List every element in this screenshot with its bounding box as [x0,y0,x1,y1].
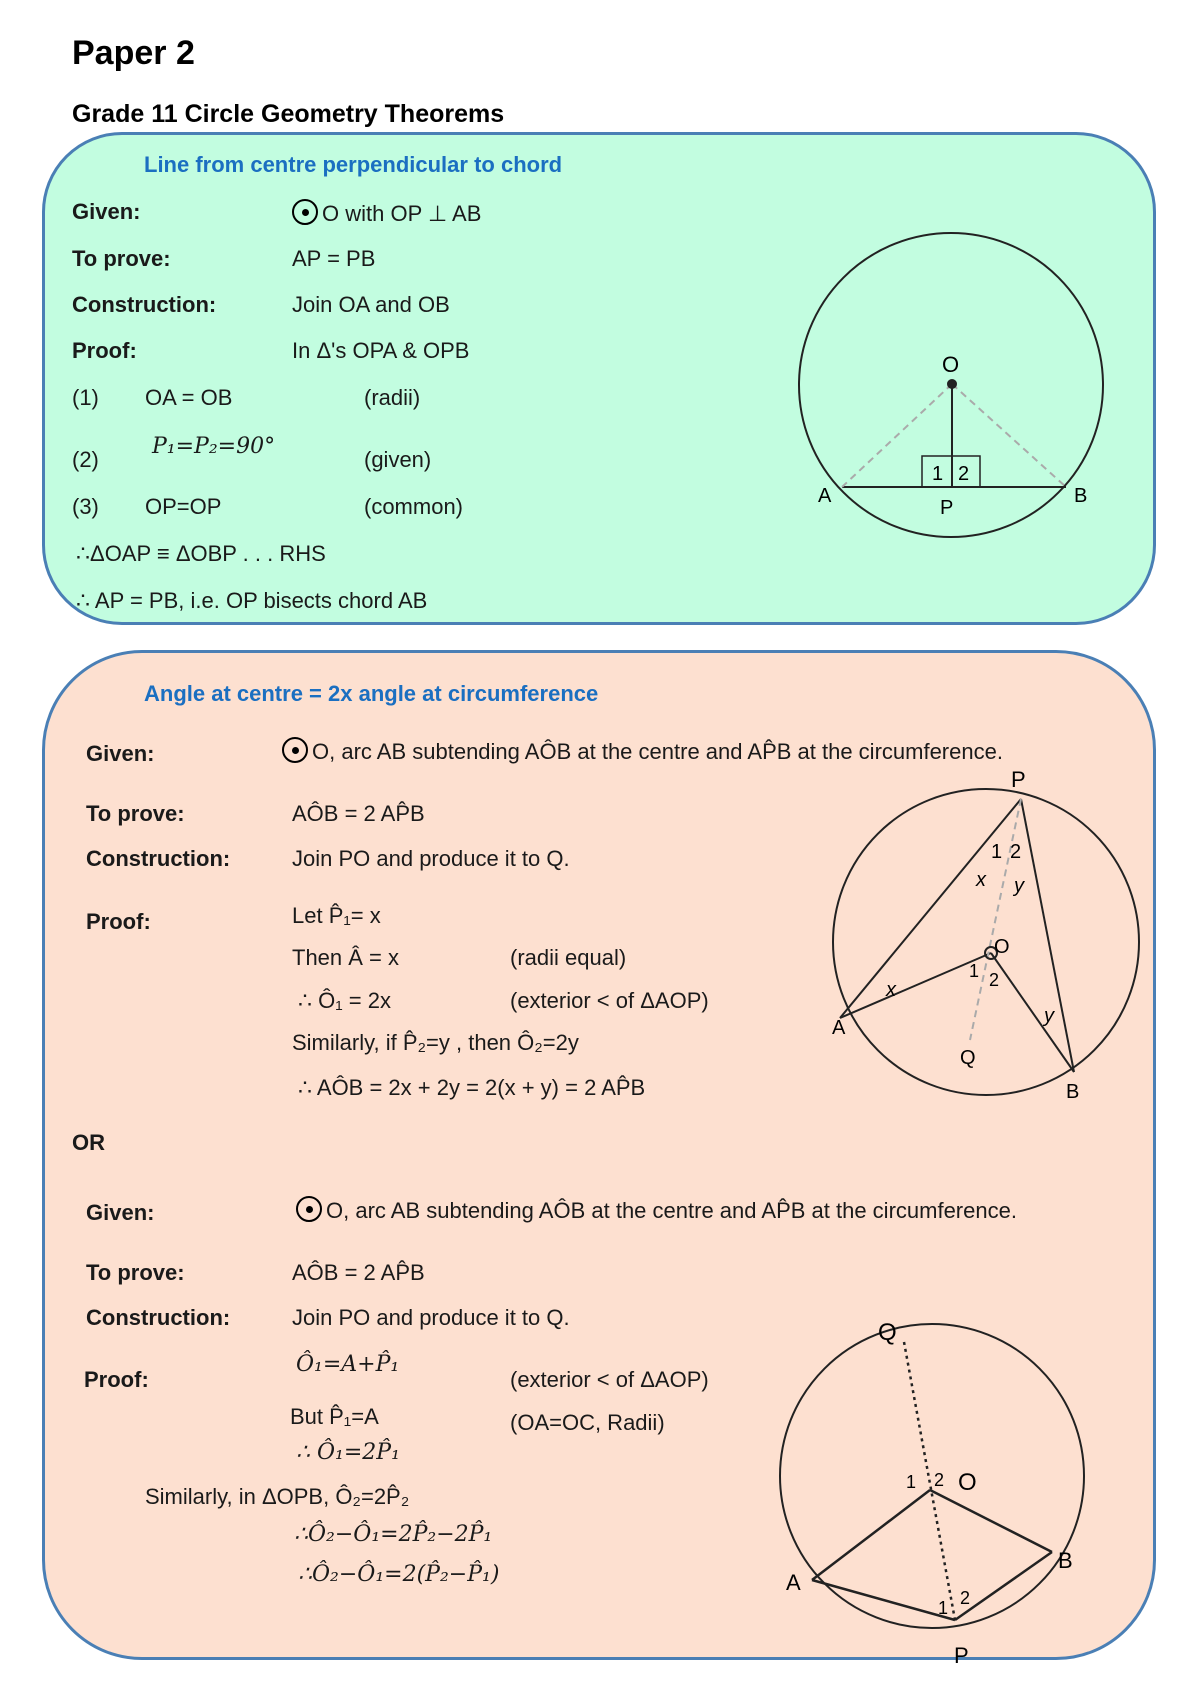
t2-proof-reason: (radii equal) [510,945,627,970]
t2-prove-label: To prove: [86,801,185,826]
angle-label-2: 2 [960,1588,971,1608]
t1-step-reason: (common) [364,494,464,519]
t2b-proof-reason: (exterior < of ΔAOP) [510,1367,709,1392]
t2-prove-text: AÔB = 2 AP̂B [292,801,425,826]
t2b-proof-line: Similarly, in ΔOPB, Ô₂=2P̂₂ [145,1484,410,1509]
t2-given-label: Given: [86,741,155,766]
label-B: B [1058,1548,1073,1573]
document-title: Grade 11 Circle Geometry Theorems [72,100,505,128]
t2b-prove-label: To prove: [86,1260,185,1285]
t1-proof-text: In Δ's OPA & OPB [292,338,470,363]
t1-construction-label: Construction: [72,292,217,317]
paper-title: Paper 2 [72,34,195,72]
t2b-given-label: Given: [86,1200,155,1225]
label-B: B [1066,1081,1080,1103]
t2b-given-text: O, arc AB subtending AÔB at the centre and AP̂B at the circumference. [296,1196,1017,1224]
t1-step-stmt: OA = OB [145,385,233,410]
angle-label-x: x [886,979,896,1001]
t1-conclusion: ∴ AP = PB, i.e. OP bisects chord AB [76,588,428,613]
angle-label-1: 1 [938,1598,949,1618]
t1-proof-label: Proof: [72,338,137,363]
t2-construction-text: Join PO and produce it to Q. [292,846,570,871]
t2-proof-line: Let P̂₁= x [292,903,381,928]
t2-given-text: O, arc AB subtending AÔB at the centre and AP̂B at the circumference. [282,737,1003,765]
t2b-proof-reason: (OA=OC, Radii) [510,1410,665,1435]
label-O: O [994,936,1010,958]
t2b-proof-line: ∴Ô₂−Ô₁=2(P̂₂−P̂₁) [298,1562,500,1587]
t1-step-num: (2) [72,447,99,472]
t1-step-stmt: P₁=P₂=90° [152,434,276,459]
t1-step-num: (1) [72,385,99,410]
angle-label-x: x [976,869,986,891]
t2b-prove-text: AÔB = 2 AP̂B [292,1260,425,1285]
angle-label-y: y [1044,1005,1054,1027]
t2b-proof-line: ∴Ô₂−Ô₁=2P̂₂−2P̂₁ [294,1522,493,1547]
t1-prove-label: To prove: [72,246,171,271]
t2-proof-label: Proof: [86,909,151,934]
t2b-proof-line: But P̂₁=A [290,1404,379,1429]
angle-label-y: y [1014,875,1024,897]
angle-label-2: 2 [1010,841,1022,863]
t2-proof-line: ∴ Ô₁ = 2x [298,988,391,1013]
label-A: A [832,1017,846,1039]
t2-proof-line: Similarly, if P̂₂=y , then Ô₂=2y [292,1030,579,1055]
t2b-construction-text: Join PO and produce it to Q. [292,1305,570,1330]
t2b-proof-line: ∴ Ô₁=2P̂₁ [296,1440,400,1465]
t2-proof-line: Then Â = x [292,945,400,970]
label-O: O [942,352,960,377]
angle-label-1: 1 [932,463,944,485]
label-A: A [818,485,832,507]
t1-construction-text: Join OA and OB [292,292,450,317]
label-P: P [940,497,954,519]
angle-label-2: 2 [958,463,970,485]
t2b-construction-label: Construction: [86,1305,231,1330]
angle-label-2: 2 [934,1470,945,1490]
angle-label-1: 1 [969,961,980,981]
theorem-2-heading: Angle at centre = 2x angle at circumference [144,681,599,706]
angle-label-2: 2 [989,970,1000,990]
label-A: A [786,1570,801,1595]
t2-proof-reason: (exterior < of ΔAOP) [510,988,709,1013]
t1-step-num: (3) [72,494,99,519]
t2b-proof-label: Proof: [84,1367,149,1392]
theorem-1-heading: Line from centre perpendicular to chord [144,152,563,177]
t1-prove-text: AP = PB [292,246,376,271]
label-O: O [958,1469,977,1496]
t1-given-label: Given: [72,199,141,224]
label-Q: Q [960,1047,976,1069]
angle-label-1: 1 [991,841,1003,863]
label-Q: Q [878,1319,897,1346]
t1-step-stmt: OP=OP [145,494,222,519]
t2-proof-line: ∴ AÔB = 2x + 2y = 2(x + y) = 2 AP̂B [298,1075,646,1100]
t1-step-reason: (given) [364,447,432,472]
label-B: B [1074,485,1088,507]
t1-step-reason: (radii) [364,385,421,410]
t2-construction-label: Construction: [86,846,231,871]
t2b-proof-line: Ô₁=A+P̂₁ [296,1352,400,1377]
t1-conclusion: ∴ΔOAP ≡ ΔOBP . . . RHS [76,541,326,566]
label-P: P [954,1643,969,1668]
label-P: P [1011,767,1026,792]
or-label: OR [72,1130,105,1155]
angle-label-1: 1 [906,1472,917,1492]
t1-given-text: O with OP ⊥ AB [292,199,481,227]
